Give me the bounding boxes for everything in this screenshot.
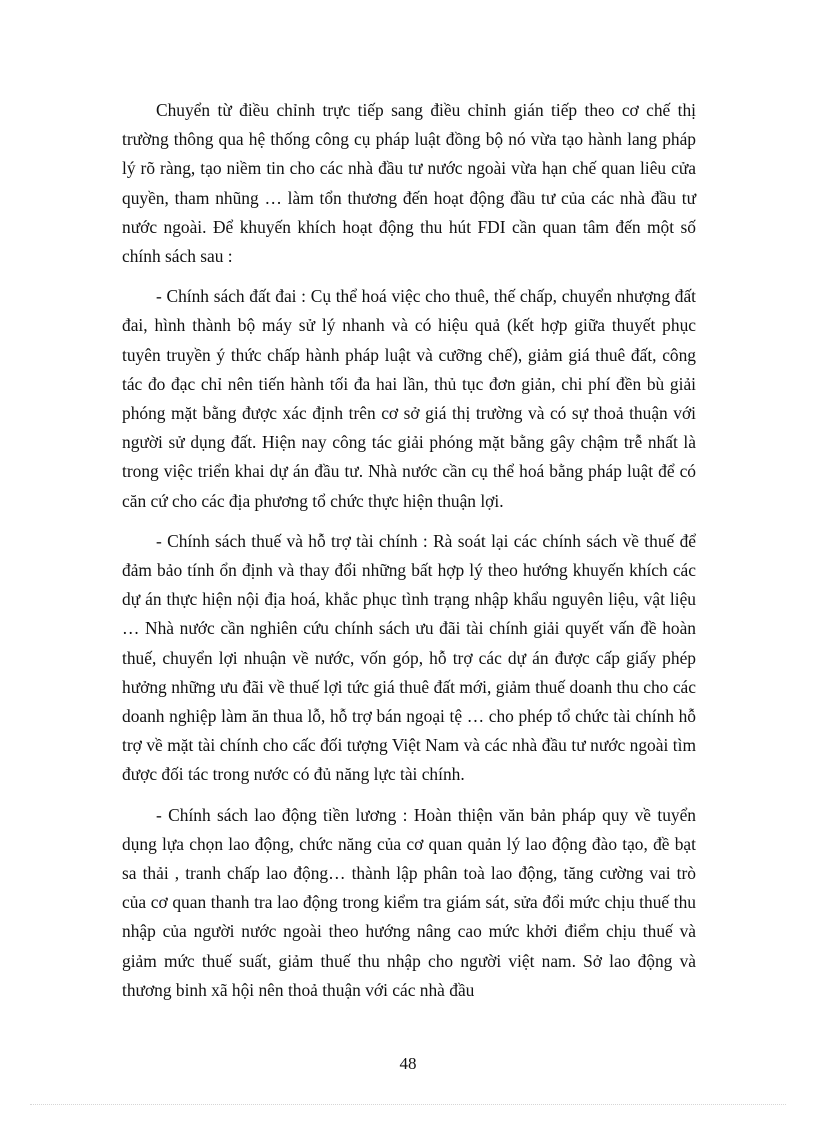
body-text	[122, 96, 696, 1016]
paragraph-land-policy: - Chính sách đất đai : Cụ thể hoá việc cho thuê, thế chấp, chuyển nhượng đất đai, hình thành bộ máy sử lý nhanh và có hiệu quả (kết hợp giữa thuyết phục tuyên truyền ý thức chấp hành pháp luật và cưỡng chế), giảm giá thuê đất, công tác đo đạc chỉ nên tiến hành tối đa hai lần, thủ tục đơn giản, chi phí đền bù giải phóng mặt bằng được xác định trên cơ sở giá thị trường và có sự thoả thuận với người sử dụng đất. Hiện nay công tác giải phóng mặt bằng gây chậm trễ nhất là trong việc triển khai dự án đầu tư. Nhà nước cần cụ thể hoá bằng pháp luật để có căn cứ cho các địa phương tổ chức thực hiện thuận lợi.	[122, 286, 696, 511]
page-number: 48	[399, 1054, 417, 1073]
paragraph-labor-wage-policy: - Chính sách lao động tiền lương : Hoàn thiện văn bản pháp quy về tuyển dụng lựa chọn lao động, chức năng của cơ quan quản lý lao động đào tạo, đề bạt sa thải , tranh chấp lao động… thành lập phân toà lao động, tăng cường vai trò của cơ quan thanh tra lao động trong kiểm tra giám sát, sửa đổi mức chịu thuế thu nhập của người nước ngoài theo hướng nâng cao mức khởi điểm chịu thuế và giảm mức thuế suất, giảm thuế thu nhập cho người việt nam. Sở lao động và thương binh xã hội nên thoả thuận với các nhà đầu	[122, 804, 696, 1000]
page-bottom-divider	[30, 1104, 786, 1105]
paragraph-tax-finance-policy: - Chính sách thuế và hỗ trợ tài chính : Rà soát lại các chính sách về thuế để đảm bảo tính ổn định và thay đổi những bất hợp lý theo hướng khuyến khích các dự án thực hiện nội địa hoá, khắc phục tình trạng nhập khẩu nguyên liệu, vật liệu … Nhà nước cần nghiên cứu chính sách ưu đãi tài chính giải quyết vấn đề hoàn thuế, chuyển lợi nhuận về nước, vốn góp, hỗ trợ các dự án được cấp giấy phép hưởng những ưu đãi về thuế lợi tức giá thuê đất mới, giảm thuế doanh thu cho các doanh nghiệp làm ăn thua lỗ, hỗ trợ bán ngoại tệ … cho phép tổ chức tài chính hỗ trợ về mặt tài chính cho cấc đối tượng Việt Nam và các nhà đầu tư nước ngoài tìm được đối tác trong nước có đủ năng lực tài chính.	[122, 530, 696, 785]
paragraph-intro: Chuyển từ điều chỉnh trực tiếp sang điều chỉnh gián tiếp theo cơ chế thị trường thông qua hệ thống công cụ pháp luật đồng bộ nó vừa tạo hành lang pháp lý rõ ràng, tạo niềm tin cho các nhà đầu tư nước ngoài vừa hạn chế quan liêu cửa quyền, tham nhũng … làm tổn thương đến hoạt động đầu tư của các nhà đầu tư nước ngoài. Để khuyến khích hoạt động thu hút FDI cần quan tâm đến một số chính sách sau :	[122, 100, 696, 267]
